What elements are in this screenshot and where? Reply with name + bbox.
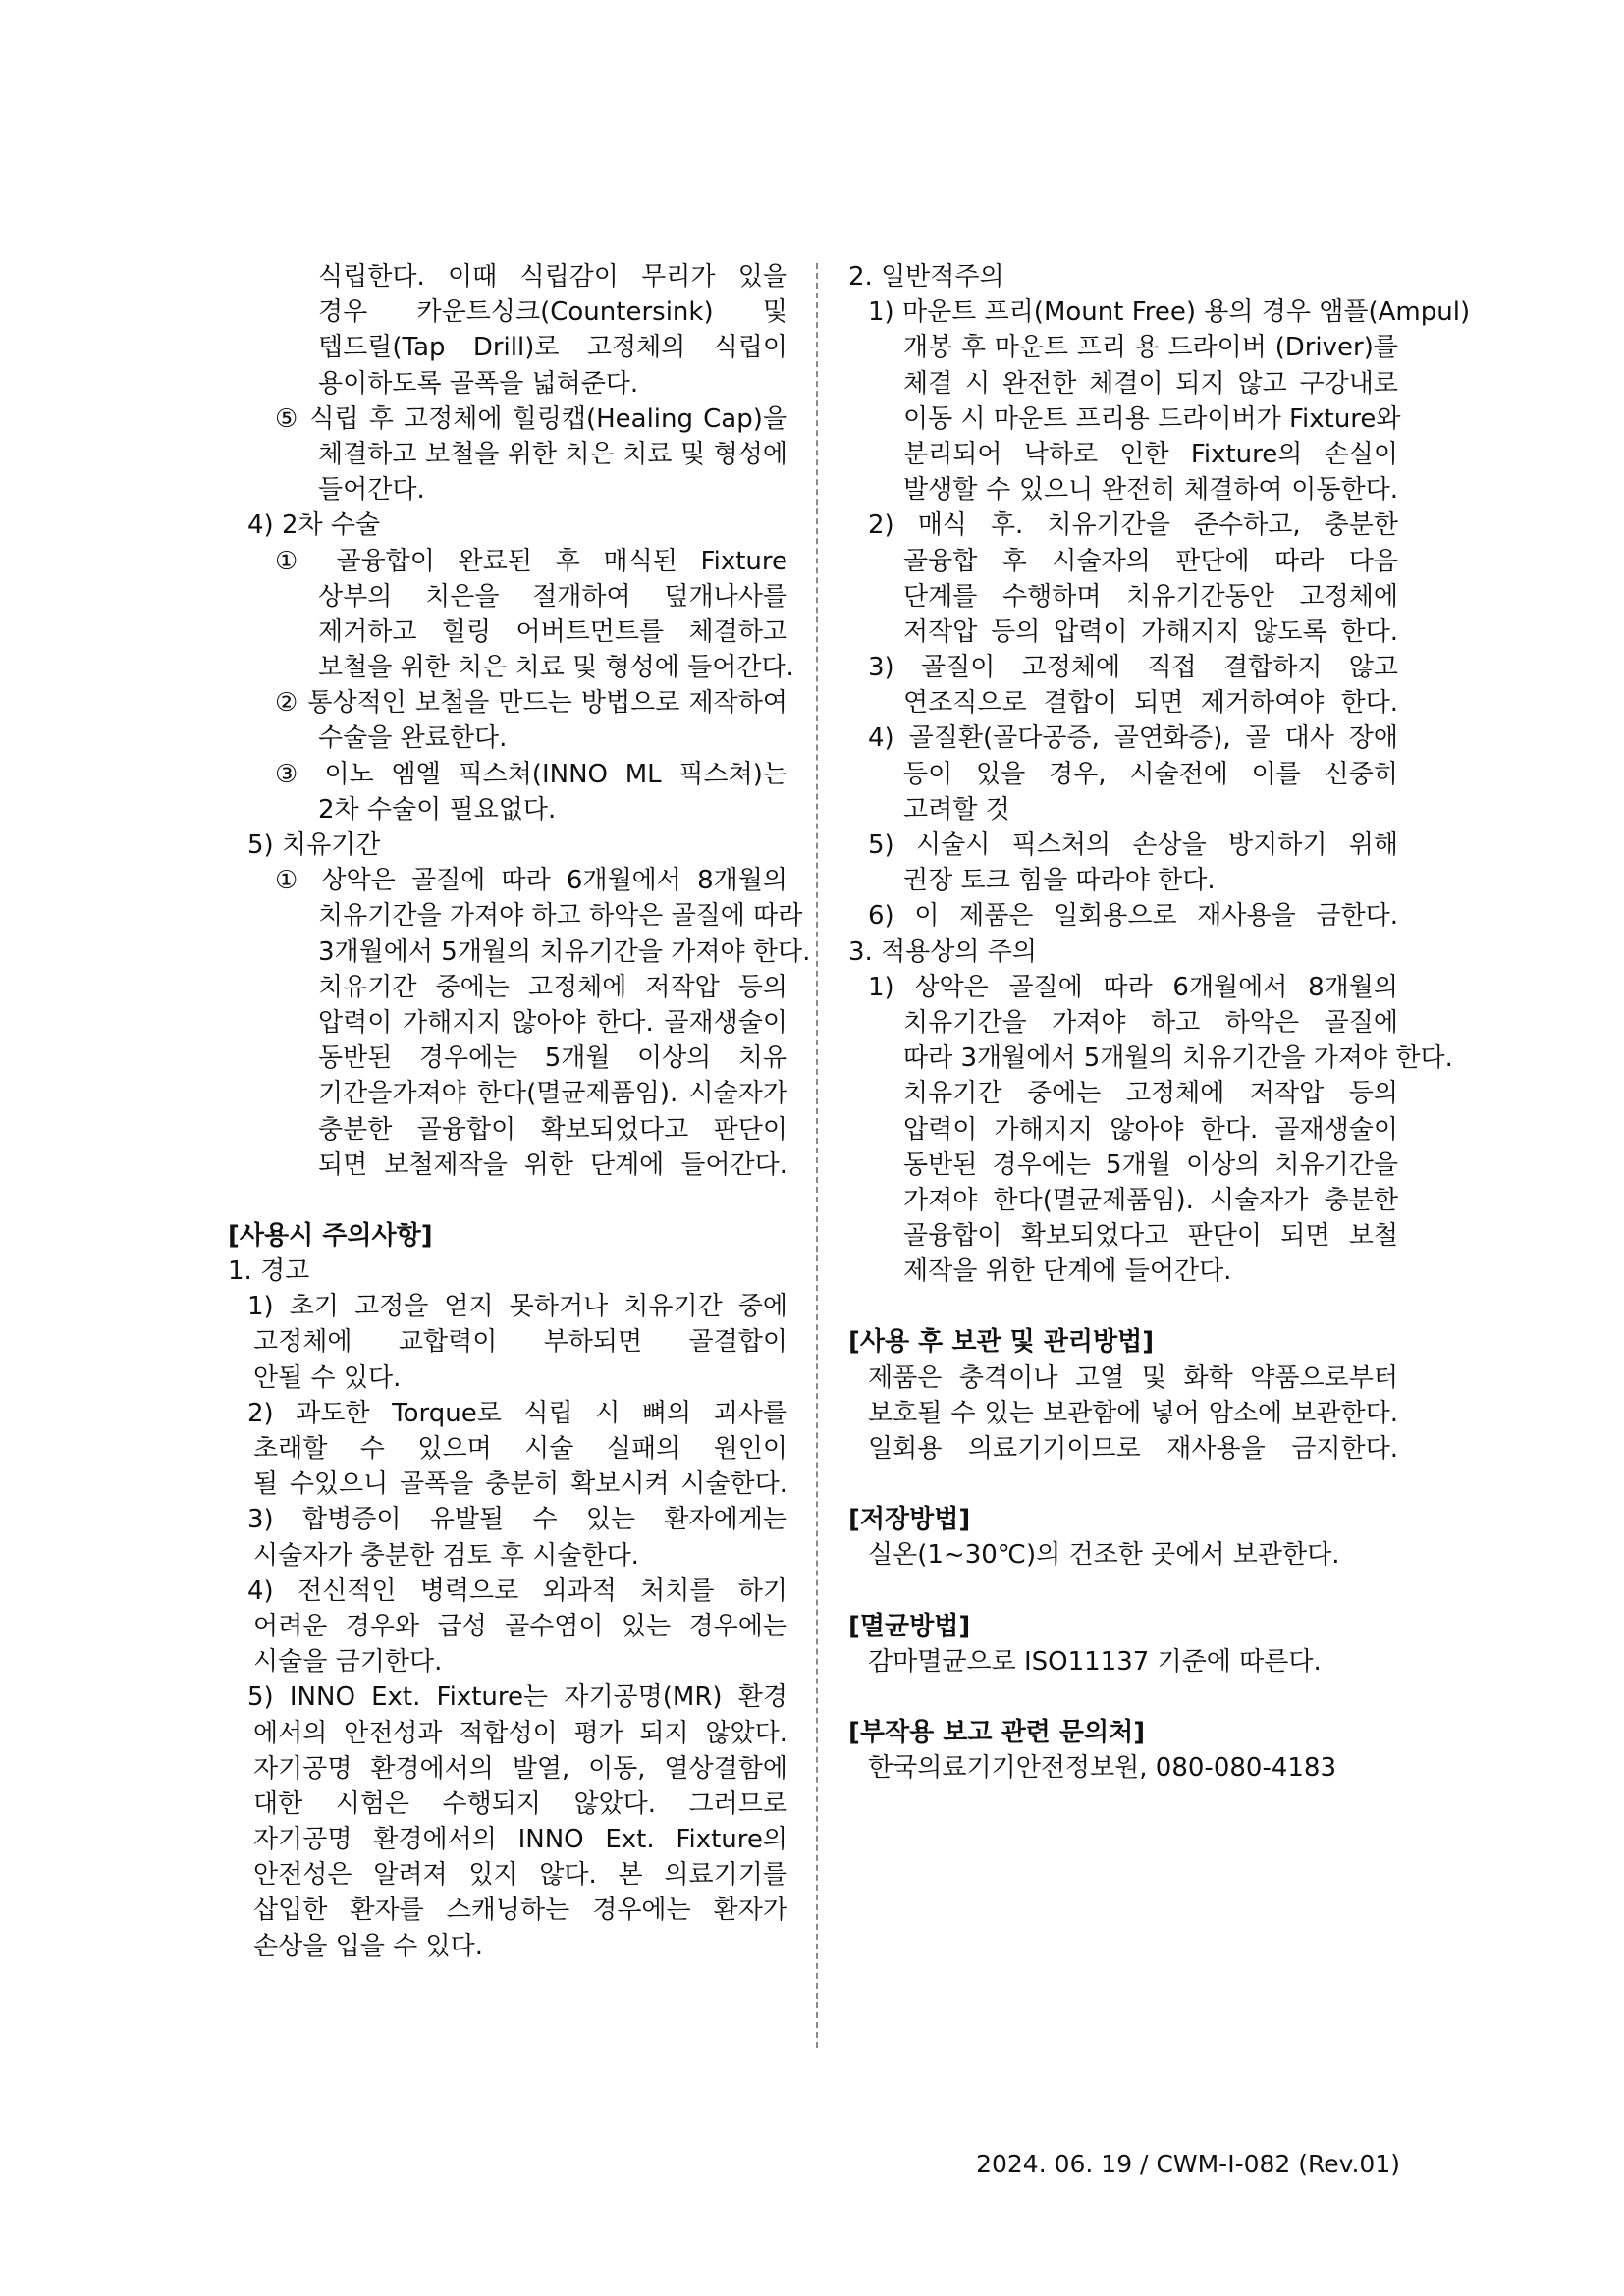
section-heading: [부작용 보고 관련 문의처] <box>848 1717 1146 1747</box>
text-line: 골융합이 확보되었다고 판단이 되면 보철 <box>903 1221 1398 1252</box>
text-line: 한국의료기기안전정보원, 080-080-4183 <box>868 1753 1336 1784</box>
text-line: 기간을가져야 한다(멸균제품임). 시술자가 <box>318 1079 787 1109</box>
text-line: 1) 상악은 골질에 따라 6개월에서 8개월의 <box>868 972 1398 1002</box>
text-line: 제품은 충격이나 고열 및 화학 약품으로부터 <box>868 1362 1398 1393</box>
document-footer: 2024. 06. 19 / CWM-I-082 (Rev.01) <box>976 2150 1400 2178</box>
text-line: 고려할 것 <box>903 794 1010 825</box>
section-heading: [사용 후 보관 및 관리방법] <box>848 1327 1155 1358</box>
text-line: 단계를 수행하며 치유기간동안 고정체에 <box>903 581 1398 612</box>
text-line: 4) 2차 수술 <box>247 510 381 541</box>
text-line: 개봉 후 마운트 프리 용 드라이버 (Driver)를 <box>903 333 1398 363</box>
text-line: 3개월에서 5개월의 치유기간을 가져야 한다. <box>318 936 811 967</box>
text-line: 동반된 경우에는 5개월 이상의 치유 <box>318 1043 787 1074</box>
text-line: 치유기간을 가져야 하고 하악은 골질에 따라 <box>318 901 803 932</box>
text-line: ③ 이노 엠엘 픽스쳐(INNO ML 픽스쳐)는 <box>275 759 787 789</box>
text-line: 들어간다. <box>318 475 425 506</box>
text-line: 압력이 가해지지 않아야 한다. 골재생술이 <box>318 1007 787 1038</box>
text-line: 자기공명 환경에서의 발열, 이동, 열상결함에 <box>253 1753 787 1784</box>
text-line: 2) 매식 후. 치유기간을 준수하고, 충분한 <box>868 510 1398 541</box>
text-line: 5) 치유기간 <box>247 830 381 860</box>
text-line: 2차 수술이 필요없다. <box>318 794 557 825</box>
text-line: 1) 마운트 프리(Mount Free) 용의 경우 앰플(Ampul) <box>868 297 1471 328</box>
text-line: 동반된 경우에는 5개월 이상의 치유기간을 <box>903 1149 1398 1180</box>
text-line: 분리되어 낙하로 인한 Fixture의 손실이 <box>903 439 1398 469</box>
section-spacer <box>228 1183 787 1218</box>
text-line: 일회용 의료기기이므로 재사용을 금지한다. <box>868 1434 1398 1464</box>
text-line: 텝드릴(Tap Drill)로 고정체의 식립이 <box>318 333 787 363</box>
text-line: 고정체에 교합력이 부하되면 골결합이 <box>253 1327 787 1358</box>
text-line: 될 수있으니 골폭을 충분히 확보시켜 시술한다. <box>253 1469 787 1500</box>
text-line: 식립한다. 이때 식립감이 무리가 있을 <box>318 262 787 292</box>
text-line: 1. 경고 <box>228 1256 310 1287</box>
text-line: 가져야 한다(멸균제품임). 시술자가 충분한 <box>903 1185 1398 1215</box>
text-line: 3) 골질이 고정체에 직접 결합하지 않고 <box>868 653 1398 683</box>
text-line: 수술을 완료한다. <box>318 723 508 754</box>
text-line: 저작압 등의 압력이 가해지지 않도록 한다. <box>903 616 1398 647</box>
text-line: 경우 카운트싱크(Countersink) 및 <box>318 297 787 328</box>
text-line: 체결 시 완전한 체결이 되지 않고 구강내로 <box>903 368 1398 399</box>
text-line: 에서의 안전성과 적합성이 평가 되지 않았다. <box>253 1718 787 1748</box>
text-line: 발생할 수 있으니 완전히 체결하여 이동한다. <box>903 475 1398 506</box>
text-line: 3. 적용상의 주의 <box>848 936 1038 967</box>
text-line: 보호될 수 있는 보관함에 넣어 암소에 보관한다. <box>868 1398 1398 1428</box>
text-line: ⑤ 식립 후 고정체에 힐링캡(Healing Cap)을 <box>275 403 787 434</box>
text-line: 어려운 경우와 급성 골수염이 있는 경우에는 <box>253 1611 787 1641</box>
text-line: 보철을 위한 치은 치료 및 형성에 들어간다. <box>318 653 794 683</box>
text-line: 이동 시 마운트 프리용 드라이버가 Fixture와 <box>903 403 1401 434</box>
text-line: 시술자가 충분한 검토 후 시술한다. <box>253 1540 639 1571</box>
text-line: 4) 전신적인 병력으로 외과적 처치를 하기 <box>247 1575 787 1606</box>
text-line: 자기공명 환경에서의 INNO Ext. Fixture의 <box>253 1825 787 1855</box>
text-line: 5) INNO Ext. Fixture는 자기공명(MR) 환경 <box>247 1682 787 1713</box>
text-line: 안될 수 있다. <box>253 1362 402 1393</box>
text-line: 제작을 위한 단계에 들어간다. <box>903 1256 1232 1287</box>
text-line: 3) 합병증이 유발될 수 있는 환자에게는 <box>247 1505 787 1535</box>
text-line: 되면 보철제작을 위한 단계에 들어간다. <box>318 1149 787 1180</box>
section-spacer <box>848 1574 1398 1609</box>
text-line: 4) 골질환(골다공증, 골연화증), 골 대사 장애 <box>868 723 1398 754</box>
text-line: 치유기간 중에는 고정체에 저작압 등의 <box>318 972 787 1002</box>
text-line: 체결하고 보철을 위한 치은 치료 및 형성에 <box>318 439 787 469</box>
text-line: 충분한 골융합이 확보되었다고 판단이 <box>318 1114 787 1145</box>
column-divider <box>816 263 818 2048</box>
section-spacer <box>848 1289 1398 1324</box>
text-line: 치유기간 중에는 고정체에 저작압 등의 <box>903 1079 1398 1109</box>
text-line: 5) 시술시 픽스처의 손상을 방지하기 위해 <box>868 830 1398 860</box>
text-line: 압력이 가해지지 않아야 한다. 골재생술이 <box>903 1114 1398 1145</box>
text-line: 연조직으로 결합이 되면 제거하여야 한다. <box>903 688 1398 719</box>
text-line: 1) 초기 고정을 얻지 못하거나 치유기간 중에 <box>247 1292 787 1322</box>
section-heading: [사용시 주의사항] <box>228 1220 433 1251</box>
text-line: 안전성은 알려져 있지 않다. 본 의료기기를 <box>253 1860 787 1891</box>
text-line: 실온(1~30℃)의 건조한 곳에서 보관한다. <box>868 1540 1340 1571</box>
text-line: 감마멸균으로 ISO11137 기준에 따른다. <box>868 1646 1322 1677</box>
section-heading: [멸균방법] <box>848 1611 971 1641</box>
text-line: 6) 이 제품은 일회용으로 재사용을 금한다. <box>868 901 1398 932</box>
text-line: 초래할 수 있으며 시술 실패의 원인이 <box>253 1434 787 1464</box>
text-line: ② 통상적인 보철을 만드는 방법으로 제작하여 <box>275 688 787 719</box>
text-line: 손상을 입을 수 있다. <box>253 1931 483 1961</box>
section-heading: [저장방법] <box>848 1505 971 1535</box>
text-line: 등이 있을 경우, 시술전에 이를 신중히 <box>903 759 1398 789</box>
text-line: ① 상악은 골질에 따라 6개월에서 8개월의 <box>275 866 787 896</box>
text-line: 상부의 치은을 절개하여 덮개나사를 <box>318 581 787 612</box>
text-line: 권장 토크 힘을 따라야 한다. <box>903 866 1216 896</box>
section-spacer <box>848 1680 1398 1715</box>
text-line: 따라 3개월에서 5개월의 치유기간을 가져야 한다. <box>903 1043 1453 1074</box>
right-column <box>848 259 1471 1786</box>
text-line: 2. 일반적주의 <box>848 262 1004 292</box>
text-line: 삽입한 환자를 스캐닝하는 경우에는 환자가 <box>253 1896 787 1926</box>
left-column <box>228 259 811 1964</box>
text-line: 제거하고 힐링 어버트먼트를 체결하고 <box>318 616 787 647</box>
text-line: 치유기간을 가져야 하고 하악은 골질에 <box>903 1007 1398 1038</box>
text-line: 골융합 후 시술자의 판단에 따라 다음 <box>903 546 1398 576</box>
text-line: 용이하도록 골폭을 넓혀준다. <box>318 368 639 399</box>
text-line: 2) 과도한 Torque로 식립 시 뼈의 괴사를 <box>247 1398 787 1428</box>
text-line: ① 골융합이 완료된 후 매식된 Fixture <box>275 546 787 576</box>
text-line: 시술을 금기한다. <box>253 1647 443 1678</box>
section-spacer <box>848 1467 1398 1502</box>
text-line: 대한 시험은 수행되지 않았다. 그러므로 <box>253 1789 787 1819</box>
